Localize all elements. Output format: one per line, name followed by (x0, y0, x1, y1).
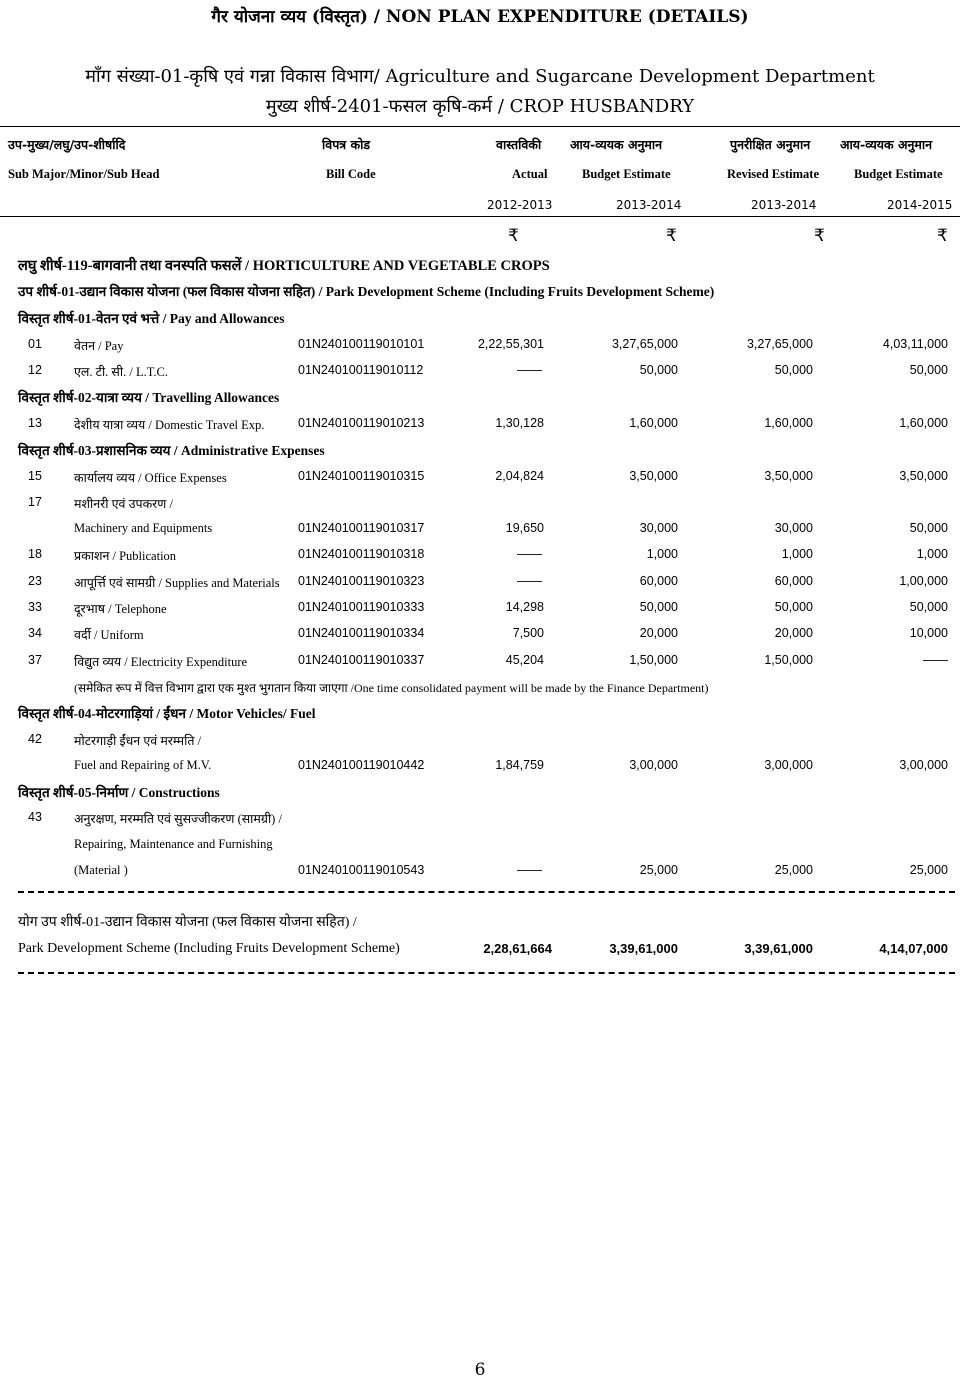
be1-value: 50,000 (639, 363, 678, 377)
be2-value: 50,000 (909, 521, 948, 535)
total-label: योग उप शीर्ष-01-उद्यान विकास योजना (फल विकास योजना सहित) / (18, 915, 357, 930)
bill-code: 01N240100119010101 (298, 337, 425, 351)
row-description: आपूर्त्ति एवं सामग्री / Supplies and Materials (74, 576, 280, 590)
actual-value: 45,204 (505, 653, 544, 667)
bill-code: 01N240100119010315 (298, 469, 425, 483)
year-re: 2013-2014 (751, 198, 817, 212)
bill-code: 01N240100119010442 (298, 758, 425, 772)
major-head-title: मुख्य शीर्ष-2401-फसल कृषि-कर्म / CROP HUSBANDRY (265, 96, 695, 117)
re-value: 60,000 (774, 574, 813, 588)
row-description: एल. टी. सी. / L.T.C. (74, 365, 169, 379)
re-value: 50,000 (774, 363, 813, 377)
be2-value: 50,000 (909, 363, 948, 377)
actual-value: —— (517, 363, 542, 377)
be2-value: —— (923, 653, 948, 667)
sub-head: उप शीर्ष-01-उद्यान विकास योजना (फल विकास योजना सहित) / Park Development Scheme (Including Fruits Development Scheme) (18, 284, 715, 299)
row-description: वेतन / Pay (74, 339, 124, 353)
detailed-head-02: विस्तृत शीर्ष-02-यात्रा व्यय / Travelling Allowances (18, 390, 280, 405)
actual-value: 7,500 (512, 626, 544, 640)
dashed-divider (18, 891, 955, 893)
row-description: Machinery and Equipments (74, 521, 213, 535)
be2-value: 25,000 (909, 863, 948, 877)
rupee-icon: ₹ (814, 226, 825, 246)
row-description: (Material ) (74, 863, 128, 877)
rupee-icon: ₹ (508, 226, 519, 246)
be2-value: 50,000 (909, 600, 948, 614)
bill-code: 01N240100119010337 (298, 653, 425, 667)
header-top-rule (0, 126, 960, 127)
re-value: 3,00,000 (764, 758, 813, 772)
rupee-icon: ₹ (666, 226, 677, 246)
detailed-head-01: विस्तृत शीर्ष-01-वेतन एवं भत्ते / Pay and Allowances (18, 311, 285, 326)
be1-value: 3,50,000 (629, 469, 678, 483)
be2-value: 3,50,000 (899, 469, 948, 483)
detailed-head-04: विस्तृत शीर्ष-04-मोटरगाड़ियां / ईंधन / Motor Vehicles/ Fuel (18, 706, 316, 721)
total-be1: 3,39,61,000 (609, 941, 678, 956)
detailed-head-05: विस्तृत शीर्ष-05-निर्माण / Constructions (18, 785, 220, 800)
re-value: 20,000 (774, 626, 813, 640)
be1-value: 3,27,65,000 (611, 337, 678, 351)
row-description: Fuel and Repairing of M.V. (74, 758, 212, 772)
dashed-divider (18, 972, 955, 974)
minor-head: लघु शीर्ष-119-बागवानी तथा वनस्पति फसलें / HORTICULTURE AND VEGETABLE CROPS (18, 258, 550, 274)
actual-value: —— (517, 574, 542, 588)
be1-value: 50,000 (639, 600, 678, 614)
col-head-hindi: उप-मुख्य/लघु/उप-शीर्षादि (8, 137, 126, 152)
detailed-head-03: विस्तृत शीर्ष-03-प्रशासनिक व्यय / Administrative Expenses (18, 443, 325, 458)
row-description: वर्दी / Uniform (74, 628, 144, 642)
be2-value: 1,000 (916, 547, 948, 561)
row-description: विद्युत व्यय / Electricity Expenditure (74, 655, 248, 669)
row-number: 37 (28, 653, 42, 667)
year-be2: 2014-2015 (887, 198, 953, 212)
re-value: 1,50,000 (764, 653, 813, 667)
bill-code: 01N240100119010318 (298, 547, 425, 561)
bill-code: 01N240100119010213 (298, 416, 425, 430)
re-value: 25,000 (774, 863, 813, 877)
row-number: 12 (28, 363, 42, 377)
be1-value: 3,00,000 (629, 758, 678, 772)
row-number: 43 (28, 810, 42, 824)
row-number: 23 (28, 574, 42, 588)
row-number: 17 (28, 495, 42, 509)
be2-value: 1,60,000 (899, 416, 948, 430)
actual-value: 14,298 (505, 600, 544, 614)
row-number: 33 (28, 600, 42, 614)
row-number: 34 (28, 626, 42, 640)
bill-code: 01N240100119010317 (298, 521, 425, 535)
be1-value: 1,50,000 (629, 653, 678, 667)
row-description: कार्यालय व्यय / Office Expenses (74, 471, 227, 485)
row-description: Repairing, Maintenance and Furnishing (74, 837, 273, 851)
bill-code: 01N240100119010543 (298, 863, 425, 877)
col-bill-hindi: विपत्र कोड (322, 137, 371, 152)
actual-value: —— (517, 863, 542, 877)
be2-value: 10,000 (909, 626, 948, 640)
col-bill-english: Bill Code (326, 167, 376, 181)
demand-title: माँग संख्या-01-कृषि एवं गन्ना विकास विभाग/ Agriculture and Sugarcane Development Department (85, 66, 875, 87)
row-description: दूरभाष / Telephone (74, 602, 167, 616)
be1-value: 1,60,000 (629, 416, 678, 430)
be2-value: 3,00,000 (899, 758, 948, 772)
col-actual-hindi: वास्तविकी (496, 137, 542, 152)
actual-value: 1,30,128 (495, 416, 544, 430)
row-number: 15 (28, 469, 42, 483)
consolidated-payment-note: (समेकित रूप में वित्त विभाग द्वारा एक मुश्त भुगतान किया जाएगा /One time consolidated payment will be made by the Finance Department) (74, 681, 709, 695)
row-number: 01 (28, 337, 42, 351)
row-number: 13 (28, 416, 42, 430)
actual-value: 2,04,824 (495, 469, 544, 483)
col-be2-english: Budget Estimate (854, 167, 943, 181)
page-number: 6 (474, 1360, 486, 1380)
bill-code: 01N240100119010112 (298, 363, 424, 377)
col-head-english: Sub Major/Minor/Sub Head (8, 167, 160, 181)
re-value: 1,60,000 (764, 416, 813, 430)
re-value: 1,000 (781, 547, 813, 561)
be1-value: 30,000 (639, 521, 678, 535)
row-number: 18 (28, 547, 42, 561)
actual-value: 1,84,759 (495, 758, 544, 772)
bill-code: 01N240100119010333 (298, 600, 425, 614)
be2-value: 4,03,11,000 (882, 337, 948, 351)
re-value: 50,000 (774, 600, 813, 614)
actual-value: 19,650 (505, 521, 544, 535)
rupee-icon: ₹ (937, 226, 948, 246)
row-number: 42 (28, 732, 42, 746)
col-re-english: Revised Estimate (727, 167, 819, 181)
col-be2-hindi: आय-व्ययक अनुमान (840, 137, 933, 152)
page-title: गैर योजना व्यय (विस्तृत) / NON PLAN EXPENDITURE (DETAILS) (211, 7, 749, 27)
header-bottom-rule (0, 216, 960, 217)
row-description: प्रकाशन / Publication (74, 549, 177, 563)
total-label: Park Development Scheme (Including Fruits Development Scheme) (18, 941, 400, 956)
row-description: अनुरक्षण, मरम्मति एवं सुसज्जीकरण (सामग्री) / (74, 812, 282, 826)
col-be1-hindi: आय-व्ययक अनुमान (570, 137, 663, 152)
be1-value: 20,000 (639, 626, 678, 640)
re-value: 30,000 (774, 521, 813, 535)
be2-value: 1,00,000 (899, 574, 948, 588)
col-re-hindi: पुनरीक्षित अनुमान (730, 137, 811, 152)
row-description: मशीनरी एवं उपकरण / (74, 497, 173, 511)
actual-value: —— (517, 547, 542, 561)
bill-code: 01N240100119010323 (298, 574, 425, 588)
be1-value: 1,000 (646, 547, 678, 561)
row-description: मोटरगाड़ी ईंधन एवं मरम्मति / (74, 734, 202, 748)
col-actual-english: Actual (512, 167, 548, 181)
total-re: 3,39,61,000 (744, 941, 813, 956)
re-value: 3,50,000 (764, 469, 813, 483)
total-be2: 4,14,07,000 (879, 941, 948, 956)
col-be1-english: Budget Estimate (582, 167, 671, 181)
year-be1: 2013-2014 (616, 198, 682, 212)
row-description: देशीय यात्रा व्यय / Domestic Travel Exp. (74, 418, 265, 432)
re-value: 3,27,65,000 (746, 337, 813, 351)
be1-value: 25,000 (639, 863, 678, 877)
bill-code: 01N240100119010334 (298, 626, 425, 640)
be1-value: 60,000 (639, 574, 678, 588)
total-actual: 2,28,61,664 (483, 941, 552, 956)
year-actual: 2012-2013 (487, 198, 553, 212)
actual-value: 2,22,55,301 (477, 337, 544, 351)
